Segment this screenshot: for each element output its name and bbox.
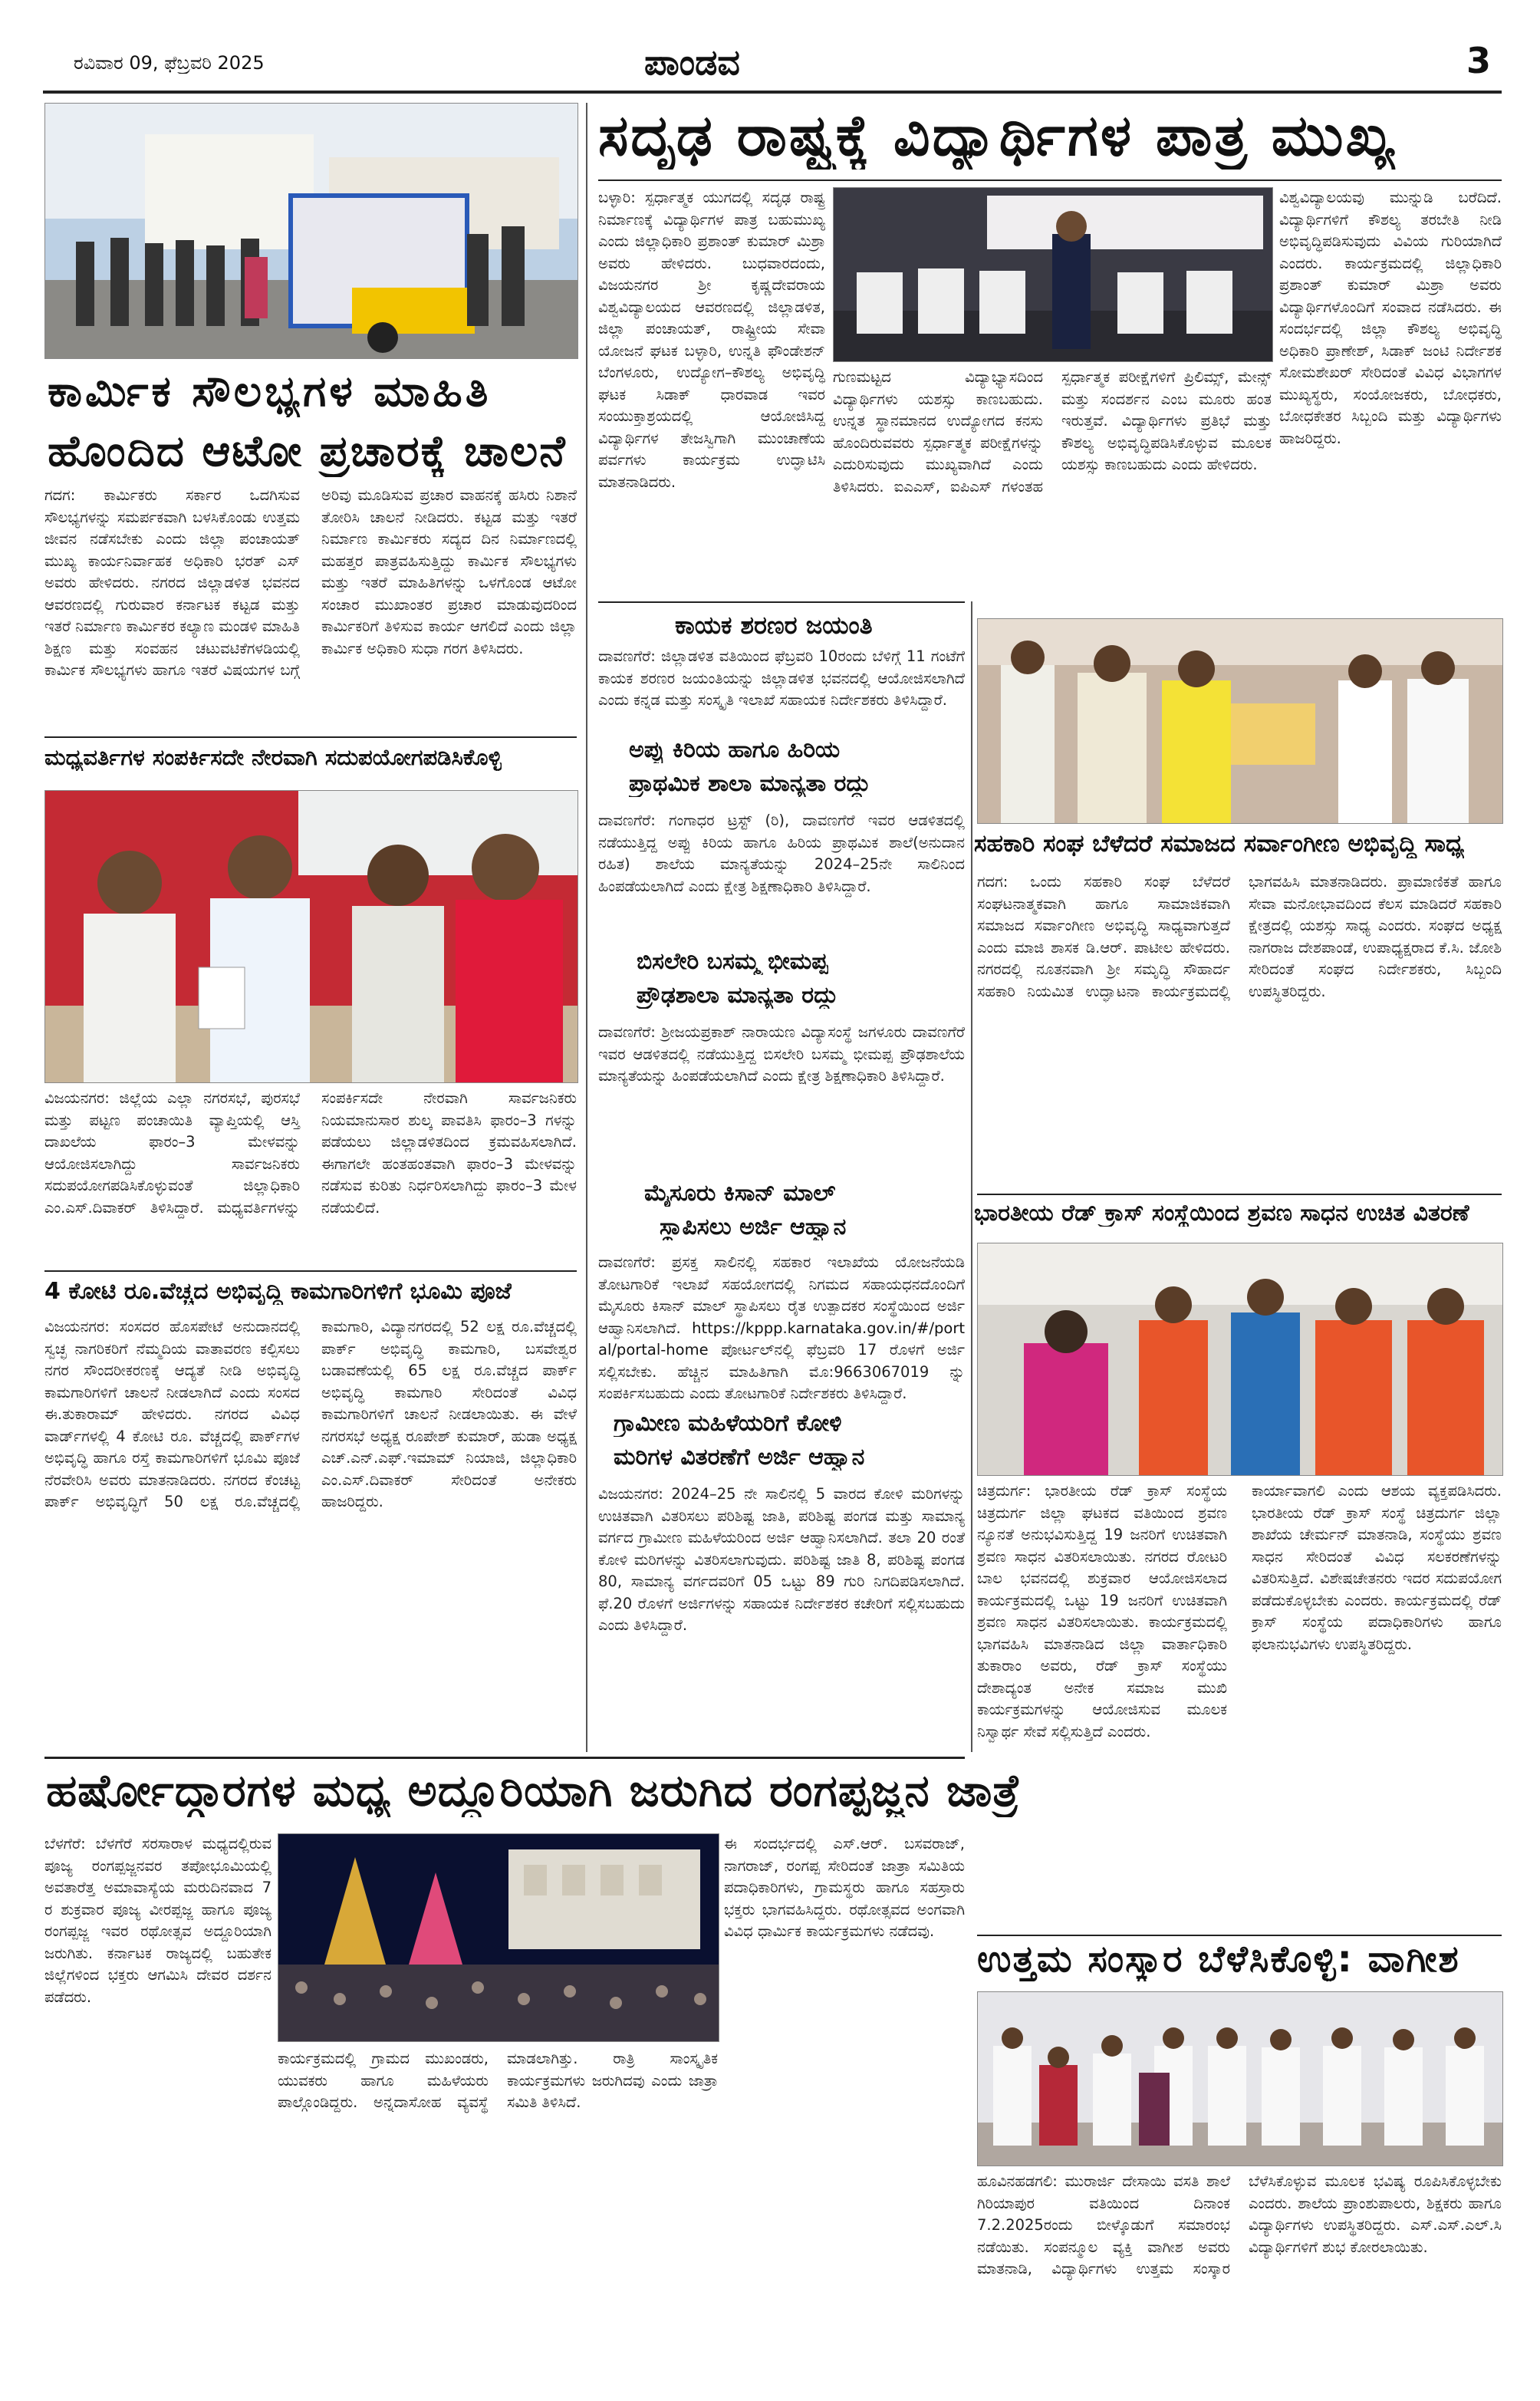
page-number: 3 bbox=[1466, 40, 1492, 81]
photo-jatre-festival bbox=[278, 1833, 719, 2042]
headline-appu-l1: ಅಪ್ಪು ಕಿರಿಯ ಹಾಗೂ ಹಿರಿಯ bbox=[629, 736, 841, 763]
article-kayaka-body: ದಾವಣಗೆರೆ: ಜಿಲ್ಲಾಡಳಿತ ವತಿಯಿಂದ ಫೆಬ್ರವರಿ 10ರಂದು ಬೆಳಿಗ್ಗೆ 11 ಗಂಟೆಗೆ ಕಾಯಕ ಶರಣರ ಜಯಂತಿಯನ್ನು ಜಿಲ್ಲಾಡಳಿತ ಭವನದಲ್ಲಿ ಆಯೋಜಿಸಲಾಗಿದೆ ಎಂದು ಕನ್ನಡ ಮತ್ತು ಸಂಸ್ಕೃತಿ ಇಲಾಖೆ ಸಹಾಯಕ ನಿರ್ದೇಶಕರು ತಿಳಿಸಿದ್ದಾರೆ. bbox=[598, 647, 965, 709]
divider bbox=[44, 736, 577, 738]
kisan-text: ದಾವಣಗೆರೆ: ಪ್ರಸಕ್ತ ಸಾಲಿನಲ್ಲಿ ಸಹಕಾರ ಇಲಾಖೆಯ ಯೋಜನೆಯಡಿ ತೋಟಗಾರಿಕೆ ಇಲಾಖೆ ಸಹಯೋಗದಲ್ಲಿ ನಿಗಮದ ಸಹಾಯಧನದೊಂದಿಗೆ ಮೈಸೂರು ಕಿಸಾನ್ ಮಾಲ್ ಸ್ಥಾಪಿಸಲು ರೈತ ಉತ್ಪಾದಕರ ಸಂಸ್ಥೆಯಿಂದ ಅರ್ಜಿ ಆಹ್ವಾನಿಸಲಾಗಿದೆ. bbox=[598, 1253, 965, 1337]
column-rule bbox=[971, 601, 972, 1752]
kisan-portal-link[interactable]: https://kppp.karnataka.gov.in/#/portal/portal-home bbox=[598, 1319, 965, 1359]
article-jatre-body-b: ಈ ಸಂದರ್ಭದಲ್ಲಿ ಎಸ್.ಆರ್. ಬಸವರಾಜ್, ನಾಗರಾಜ್, ರಂಗಪ್ಪ ಸೇರಿದಂತೆ ಜಾತ್ರಾ ಸಮಿತಿಯ ಪದಾಧಿಕಾರಿಗಳು, ಗ್ರಾಮಸ್ಥರು ಹಾಗೂ ಸಹಸ್ರಾರು ಭಕ್ತರು ಭಾಗವಹಿಸಿದ್ದರು. ರಥೋತ್ಸವದ ಅಂಗವಾಗಿ ವಿವಿಧ ಧಾರ್ಮಿಕ ಕಾರ್ಯಕ್ರಮಗಳು ನಡೆದವು. bbox=[724, 1835, 965, 1940]
divider bbox=[977, 1194, 1502, 1195]
column-rule bbox=[586, 103, 587, 1752]
article-students-body-a: ಬಳ್ಳಾರಿ: ಸ್ಪರ್ಧಾತ್ಮಕ ಯುಗದಲ್ಲಿ ಸದೃಢ ರಾಷ್ಟ್ರ ನಿರ್ಮಾಣಕ್ಕೆ ವಿದ್ಯಾರ್ಥಿಗಳ ಪಾತ್ರ ಬಹುಮುಖ್ಯ ಎಂದು ಜಿಲ್ಲಾಧಿಕಾರಿ ಪ್ರಶಾಂತ್ ಕುಮಾರ್ ಮಿಶ್ರಾ ಅವರು ಹೇಳಿದರು. ಬುಧವಾರದಂದು, ವಿಜಯನಗರ ಶ್ರೀ ಕೃಷ್ಣದೇವರಾಯ ವಿಶ್ವವಿದ್ಯಾಲಯದ ಆವರಣದಲ್ಲಿ ಜಿಲ್ಲಾಡಳಿತ, ಜಿಲ್ಲಾ ಪಂಚಾಯತ್, ರಾಷ್ಟ್ರೀಯ ಸೇವಾ ಯೋಜನೆ ಘಟಕ ಬಳ್ಳಾರಿ, ಉನ್ನತಿ ಫೌಂಡೇಶನ್ ಬೆಂಗಳೂರು, ಉದ್ಯೋಗ–ಕೌಶಲ್ಯ ಅಭಿವೃದ್ಧಿ ಘಟಕ ಸಿಡಾಕ್ ಧಾರವಾಡ ಇವರ ಸಂಯುಕ್ತಾಶ್ರಯದಲ್ಲಿ ಆಯೋಜಿಸಿದ್ದ ವಿದ್ಯಾರ್ಥಿಗಳ ತೇಜಸ್ವಿಗಾಗಿ ಮುಂಚಾಣೆಯ ಪರ್ವಗಳು ಕಾರ್ಯಕ್ರಮ ಉದ್ಘಾಟಿಸಿ ಮಾತನಾಡಿದರು. bbox=[598, 189, 825, 491]
headline-bhoomipooja: 4 ಕೋಟಿ ರೂ.ವೆಚ್ಚದ ಅಭಿವೃದ್ಧಿ ಕಾಮಗಾರಿಗಳಿಗೆ ಭೂಮಿ ಪೂಜೆ bbox=[44, 1278, 512, 1305]
divider bbox=[44, 1757, 965, 1759]
headline-intermediary: ಮಧ್ಯವರ್ತಿಗಳ ಸಂಪರ್ಕಿಸದೇ ನೇರವಾಗಿ ಸದುಪಯೋಗಪಡಿಸಿಕೊಳ್ಳಿ bbox=[44, 744, 502, 770]
headline-vageesh: ಉತ್ತಮ ಸಂಸ್ಕಾರ ಬೆಳೆಸಿಕೊಳ್ಳಿ: ವಾಗೀಶ bbox=[977, 1938, 1460, 1981]
divider bbox=[598, 179, 1502, 181]
photo-redcross bbox=[977, 1243, 1503, 1476]
article-bhoomipooja-body: ವಿಜಯನಗರ: ಸಂಸದರ ಹೊಸಪೇಟೆ ಅನುದಾನದಲ್ಲಿ ಸ್ವಚ್ಛ ನಾಗರಿಕರಿಗೆ ನೆಮ್ಮದಿಯ ವಾತಾವರಣ ಕಲ್ಪಿಸಲು ನಗರ ಸೌಂದರೀಕರಣಕ್ಕೆ ಆದ್ಯತೆ ನೀಡಿ ಅಭಿವೃದ್ಧಿ ಕಾಮಗಾರಿಗಳಿಗೆ ಚಾಲನೆ ನೀಡಲಾಗಿದೆ ಎಂದು ಸಂಸದ ಈ.ತುಕಾರಾಮ್ ಹೇಳಿದರು. ನಗರದ ವಿವಿಧ ವಾರ್ಡ್‌ಗಳಲ್ಲಿ 4 ಕೋಟಿ ರೂ. ವೆಚ್ಚದಲ್ಲಿ ಪಾರ್ಕ್‌ಗಳ ಅಭಿವೃದ್ಧಿ ಹಾಗೂ ರಸ್ತೆ ಕಾಮಗಾರಿಗಳಿಗೆ ಭೂಮಿ ಪೂಜೆ ನೆರವೇರಿಸಿ ಅವರು ಮಾತನಾಡಿದರು. ನಗರದ ಕೆಂಚಟ್ಟ ಪಾರ್ಕ್ ಅಭಿವೃದ್ಧಿಗೆ 50 ಲಕ್ಷ ರೂ.ವೆಚ್ಚದಲ್ಲಿ ಕಾಮಗಾರಿ, ವಿದ್ಯಾನಗರದಲ್ಲಿ 52 ಲಕ್ಷ ರೂ.ವೆಚ್ಚದಲ್ಲಿ ಪಾರ್ಕ್ ಅಭಿವೃದ್ಧಿ ಕಾಮಗಾರಿ, ಬಸವೇಶ್ವರ ಬಡಾವಣೆಯಲ್ಲಿ 65 ಲಕ್ಷ ರೂ.ವೆಚ್ಚದ ಪಾರ್ಕ್ ಅಭಿವೃದ್ಧಿ ಕಾಮಗಾರಿ ಸೇರಿದಂತೆ ವಿವಿಧ ಕಾಮಗಾರಿಗಳಿಗೆ ಚಾಲನೆ ನೀಡಲಾಯಿತು. ಈ ವೇಳೆ ನಗರಸಭೆ ಅಧ್ಯಕ್ಷ ರೂಪೇಶ್ ಕುಮಾರ್, ಹುಡಾ ಅಧ್ಯಕ್ಷ ಎಚ್.ಎನ್.ಎಫ್.ಇಮಾಮ್ ನಿಯಾಜಿ, ಜಿಲ್ಲಾಧಿಕಾರಿ ಎಂ.ಎಸ್.ದಿವಾಕರ್ ಸೇರಿದಂತೆ ಅನೇಕರು ಹಾಜರಿದ್ದರು. bbox=[44, 1318, 577, 1510]
article-redcross-body-2: ಕಾರ್ಯಾವಾಗಲಿ ಎಂದು ಆಶಯ ವ್ಯಕ್ತಪಡಿಸಿದರು. ಭಾರತೀಯ ರೆಡ್ ಕ್ರಾಸ್ ಸಂಸ್ಥೆ ಚಿತ್ರದುರ್ಗ ಜಿಲ್ಲಾ ಶಾಖೆಯ ಚೇರ್ಮನ್ ಮಾತನಾಡಿ, ಸಂಸ್ಥೆಯು ಶ್ರವಣ ಸಾಧನ ಸೇರಿದಂತೆ ವಿವಿಧ ಸಲಕರಣೆಗಳನ್ನು ವಿತರಿಸುತ್ತಿದೆ. ವಿಶೇಷಚೇತನರು ಇದರ ಸದುಪಯೋಗ ಪಡೆದುಕೊಳ್ಳಬೇಕು ಎಂದರು. ಕಾರ್ಯಕ್ರಮದಲ್ಲಿ ರೆಡ್ ಕ್ರಾಸ್ ಸಂಸ್ಥೆಯ ಪದಾಧಿಕಾರಿಗಳು ಹಾಗೂ ಫಲಾನುಭವಿಗಳು ಉಪಸ್ಥಿತರಿದ್ದರು. bbox=[1252, 1482, 1502, 1653]
divider bbox=[977, 1935, 1502, 1936]
photo-vageesh bbox=[977, 1991, 1503, 2166]
photo-form3-mela bbox=[44, 790, 578, 1083]
divider bbox=[598, 601, 965, 603]
headline-kisan-l2: ಸ್ಥಾಪಿಸಲು ಅರ್ಜಿ ಆಹ್ವಾನ bbox=[660, 1214, 847, 1240]
article-jatre-body-c: ಕಾರ್ಯಕ್ರಮದಲ್ಲಿ ಗ್ರಾಮದ ಮುಖಂಡರು, ಯುವಕರು ಹಾಗೂ ಮಹಿಳೆಯರು ಪಾಲ್ಗೊಂಡಿದ್ದರು. ಅನ್ನದಾಸೋಹ ವ್ಯವಸ್ಥೆ ಮಾಡಲಾಗಿತ್ತು. ರಾತ್ರಿ ಸಾಂಸ್ಕೃತಿಕ ಕಾರ್ಯಕ್ರಮಗಳು ಜರುಗಿದವು ಎಂದು ಜಾತ್ರಾ ಸಮಿತಿ ತಿಳಿಸಿದೆ. bbox=[278, 2050, 718, 2111]
headline-jatre: ಹರ್ಷೋದ್ಗಾರಗಳ ಮಧ್ಯ ಅದ್ದೂರಿಯಾಗಿ ಜರುಗಿದ ರಂಗಪ್ಪಜ್ಜನ ಜಾತ್ರೆ bbox=[46, 1764, 1021, 1816]
headline-appu-l2: ಪ್ರಾಥಮಿಕ ಶಾಲಾ ಮಾನ್ಯತಾ ರದ್ದು bbox=[629, 770, 871, 797]
headline-poultry-l1: ಗ್ರಾಮೀಣ ಮಹಿಳೆಯರಿಗೆ ಕೋಳಿ bbox=[614, 1410, 842, 1437]
article-students-body-c: ವಿಶ್ವವಿದ್ಯಾಲಯವು ಮುನ್ನುಡಿ ಬರೆದಿದೆ. ವಿದ್ಯಾರ್ಥಿಗಳಿಗೆ ಕೌಶಲ್ಯ ತರಬೇತಿ ನೀಡಿ ಅಭಿವೃದ್ಧಿಪಡಿಸುವುದು ವಿವಿಯ ಗುರಿಯಾಗಿದೆ ಎಂದರು. ಕಾರ್ಯಕ್ರಮದಲ್ಲಿ ಜಿಲ್ಲಾಧಿಕಾರಿ ಪ್ರಶಾಂತ್ ಕುಮಾರ್ ಮಿಶ್ರಾ ಅವರು ವಿದ್ಯಾರ್ಥಿಗಳೊಂದಿಗೆ ಸಂವಾದ ನಡೆಸಿದರು. ಈ ಸಂದರ್ಭದಲ್ಲಿ ಜಿಲ್ಲಾ ಕೌಶಲ್ಯ ಅಭಿವೃದ್ಧಿ ಅಧಿಕಾರಿ ಪ್ರಾಣೇಶ್, ಸಿಡಾಕ್ ಜಂಟಿ ನಿರ್ದೇಶಕ ಸೋಮಶೇಖರ್ ಸೇರಿದಂತೆ ವಿವಿಧ ವಿಭಾಗಗಳ ಮುಖ್ಯಸ್ಥರು, ಸಂಯೋಜಕರು, ಬೋಧಕರು, ಬೋಧಕೇತರ ಸಿಬ್ಬಂದಿ ಮತ್ತು ವಿದ್ಯಾರ್ಥಿಗಳು ಹಾಜರಿದ್ದರು. bbox=[1279, 189, 1502, 447]
headline-cooperative: ಸಹಕಾರಿ ಸಂಘ ಬೆಳೆದರೆ ಸಮಾಜದ ಸರ್ವಾಂಗೀಣ ಅಭಿವೃದ್ಧಿ ಸಾಧ್ಯ bbox=[974, 830, 1465, 858]
article-students-body-b: ಗುಣಮಟ್ಟದ ವಿದ್ಯಾಭ್ಯಾಸದಿಂದ ವಿದ್ಯಾರ್ಥಿಗಳು ಯಶಸ್ಸು ಕಾಣಬಹುದು. ಉನ್ನತ ಸ್ಥಾನಮಾನದ ಉದ್ಯೋಗದ ಕನಸು ಹೊಂದಿರುವವರು ಸ್ಪರ್ಧಾತ್ಮಕ ಪರೀಕ್ಷೆಗಳನ್ನು ಎದುರಿಸುವುದು ಮುಖ್ಯವಾಗಿದೆ ಎಂದು ತಿಳಿಸಿದರು. ಐಎಎಸ್, ಐಪಿಎಸ್ ಗಳಂತಹ ಸ್ಪರ್ಧಾತ್ಮಕ ಪರೀಕ್ಷೆಗಳಿಗೆ ಪ್ರಿಲಿಮ್ಸ್, ಮೇನ್ಸ್ ಮತ್ತು ಸಂದರ್ಶನ ಎಂಬ ಮೂರು ಹಂತ ಇರುತ್ತವೆ. ವಿದ್ಯಾರ್ಥಿಗಳು ಪ್ರತಿಭೆ ಮತ್ತು ಕೌಶಲ್ಯ ಅಭಿವೃದ್ಧಿಪಡಿಸಿಕೊಳ್ಳುವ ಮೂಲಕ ಯಶಸ್ಸು ಕಾಣಬಹುದು ಎಂದು ಹೇಳಿದರು. bbox=[833, 368, 1272, 496]
article-kisan-body bbox=[598, 1252, 965, 1405]
headline-auto-l2: ಹೊಂದಿದ ಆಟೋ ಪ್ರಚಾರಕ್ಕೆ ಚಾಲನೆ bbox=[48, 427, 567, 476]
headline-kayaka: ಕಾಯಕ ಶರಣರ ಜಯಂತಿ bbox=[675, 611, 873, 640]
photo-auto-campaign bbox=[44, 103, 578, 359]
article-auto-body: ಗದಗ: ಕಾರ್ಮಿಕರು ಸರ್ಕಾರ ಒದಗಿಸುವ ಸೌಲಭ್ಯಗಳನ್ನು ಸಮರ್ಪಕವಾಗಿ ಬಳಸಿಕೊಂಡು ಉತ್ತಮ ಜೀವನ ನಡೆಸಬೇಕು ಎಂದು ಜಿಲ್ಲಾ ಪಂಚಾಯತ್ ಮುಖ್ಯ ಕಾರ್ಯನಿರ್ವಾಹಕ ಅಧಿಕಾರಿ ಭರತ್ ಎಸ್ ಅವರು ಹೇಳಿದರು. ನಗರದ ಜಿಲ್ಲಾಡಳಿತ ಭವನದ ಆವರಣದಲ್ಲಿ ಗುರುವಾರ ಕರ್ನಾಟಕ ಕಟ್ಟಡ ಮತ್ತು ಇತರೆ ನಿರ್ಮಾಣ ಕಾರ್ಮಿಕರ ಕಲ್ಯಾಣ ಮಂಡಳಿ ಮಾಹಿತಿ ಶಿಕ್ಷಣ ಮತ್ತು ಸಂವಹನ ಚಟುವಟಿಕೆಗಳಡಿಯಲ್ಲಿ ಕಾರ್ಮಿಕ ಸೌಲಭ್ಯಗಳು ಹಾಗೂ ಇತರೆ ವಿಷಯಗಳ ಬಗ್ಗೆ ಅರಿವು ಮೂಡಿಸುವ ಪ್ರಚಾರ ವಾಹನಕ್ಕೆ ಹಸಿರು ನಿಶಾನೆ ತೋರಿಸಿ ಚಾಲನೆ ನೀಡಿದರು. ಕಟ್ಟಡ ಮತ್ತು ಇತರೆ ನಿರ್ಮಾಣ ಕಾರ್ಮಿಕರು ಸದ್ಯದ ದಿನ ನಿರ್ಮಾಣದಲ್ಲಿ ಮಹತ್ತರ ಪಾತ್ರವಹಿಸುತ್ತಿದ್ದು ಕಾರ್ಮಿಕ ಸೌಲಭ್ಯಗಳು ಮತ್ತು ಇತರೆ ಮಾಹಿತಿಗಳನ್ನು ಒಳಗೊಂಡ ಆಟೋ ಸಂಚಾರ ಮುಖಾಂತರ ಪ್ರಚಾರ ಮಾಡುವುದರಿಂದ ಕಾರ್ಮಿಕರಿಗೆ ತಿಳಿಸುವ ಕಾರ್ಯ ಆಗಲಿದೆ ಎಂದು ಜಿಲ್ಲಾ ಕಾರ್ಮಿಕ ಅಧಿಕಾರಿ ಸುಧಾ ಗರಗ ತಿಳಿಸಿದರು. bbox=[44, 486, 577, 679]
headline-redcross: ಭಾರತೀಯ ರೆಡ್ ಕ್ರಾಸ್ ಸಂಸ್ಥೆಯಿಂದ ಶ್ರವಣ ಸಾಧನ ಉಚಿತ ವಿತರಣೆ bbox=[974, 1200, 1469, 1227]
photo-cooperative bbox=[977, 618, 1503, 824]
headline-basamma-l1: ಬಿಸಲೇರಿ ಬಸಮ್ಮ ಭೀಮಪ್ಪ bbox=[637, 948, 828, 975]
kisan-text-2: ಪೋರ್ಟಲ್‌ನಲ್ಲಿ ಫೆಬ್ರವರಿ 17 ರೊಳಗೆ ಅರ್ಜಿ ಸಲ್ಲಿಸಬೇಕು. ಹೆಚ್ಚಿನ ಮಾಹಿತಿಗಾಗಿ ಮೊ:9663067019 ನ್ನು ಸಂಪರ್ಕಿಸಬಹುದು ಎಂದು ತೋಟಗಾರಿಕೆ ನಿರ್ದೇಶಕರು ತಿಳಿಸಿದ್ದಾರೆ. bbox=[598, 1341, 965, 1402]
masthead-rule bbox=[43, 91, 1502, 94]
article-basamma-body: ದಾವಣಗೆರೆ: ಶ್ರೀಜಯಪ್ರಕಾಶ್ ನಾರಾಯಣ ವಿದ್ಯಾಸಂಸ್ಥೆ ಜಗಳೂರು ದಾವಣಗೆರೆ ಇವರ ಆಡಳಿತದಲ್ಲಿ ನಡೆಯುತ್ತಿದ್ದ ಬಿಸಲೇರಿ ಬಸಮ್ಮ ಭೀಮಪ್ಪ ಪ್ರೌಢಶಾಲೆಯ ಮಾನ್ಯತೆಯನ್ನು ಹಿಂಪಡೆಯಲಾಗಿದೆ ಎಂದು ಕ್ಷೇತ್ರ ಶಿಕ್ಷಣಾಧಿಕಾರಿ ತಿಳಿಸಿದ್ದಾರೆ. bbox=[598, 1023, 965, 1085]
divider bbox=[44, 1270, 577, 1272]
issue-date: ರವಿವಾರ 09, ಫೆಬ್ರವರಿ 2025 bbox=[74, 52, 265, 74]
article-cooperative-body: ಗದಗ: ಒಂದು ಸಹಕಾರಿ ಸಂಘ ಬೆಳೆದರೆ ಸಂಘಟನಾತ್ಮಕವಾಗಿ ಹಾಗೂ ಸಾಮಾಜಿಕವಾಗಿ ಸಮಾಜದ ಸರ್ವಾಂಗೀಣ ಅಭಿವೃದ್ಧಿ ಸಾಧ್ಯವಾಗುತ್ತದೆ ಎಂದು ಮಾಜಿ ಶಾಸಕ ಡಿ.ಆರ್. ಪಾಟೀಲ ಹೇಳಿದರು. ನಗರದಲ್ಲಿ ನೂತನವಾಗಿ ಶ್ರೀ ಸಮೃದ್ಧಿ ಸೌಹಾರ್ದ ಸಹಕಾರಿ ನಿಯಮಿತ ಉದ್ಘಾಟನಾ ಕಾರ್ಯಕ್ರಮದಲ್ಲಿ ಭಾಗವಹಿಸಿ ಮಾತನಾಡಿದರು. ಪ್ರಾಮಾಣಿಕತೆ ಹಾಗೂ ಸೇವಾ ಮನೋಭಾವದಿಂದ ಕೆಲಸ ಮಾಡಿದರೆ ಸಹಕಾರಿ ಕ್ಷೇತ್ರದಲ್ಲಿ ಯಶಸ್ಸು ಸಾಧ್ಯ ಎಂದರು. ಸಂಘದ ಅಧ್ಯಕ್ಷ ನಾಗರಾಜ ದೇಶಪಾಂಡೆ, ಉಪಾಧ್ಯಕ್ಷರಾದ ಕೆ.ಸಿ. ಜೋಶಿ ಸೇರಿದಂತೆ ಸಂಘದ ನಿರ್ದೇಶಕರು, ಸಿಬ್ಬಂದಿ ಉಪಸ್ಥಿತರಿದ್ದರು. bbox=[977, 873, 1502, 1000]
headline-auto-l1: ಕಾರ್ಮಿಕ ಸೌಲಭ್ಯಗಳ ಮಾಹಿತಿ bbox=[48, 367, 492, 417]
photo-students-event bbox=[833, 187, 1273, 362]
headline-basamma-l2: ಪ್ರೌಢಶಾಲಾ ಮಾನ್ಯತಾ ರದ್ದು bbox=[637, 982, 838, 1009]
article-poultry-body: ವಿಜಯನಗರ: 2024–25 ನೇ ಸಾಲಿನಲ್ಲಿ 5 ವಾರದ ಕೋಳಿ ಮರಿಗಳನ್ನು ಉಚಿತವಾಗಿ ವಿತರಿಸಲು ಪರಿಶಿಷ್ಟ ಜಾತಿ, ಪರಿಶಿಷ್ಟ ಪಂಗಡ ಮತ್ತು ಸಾಮಾನ್ಯ ವರ್ಗದ ಗ್ರಾಮೀಣ ಮಹಿಳೆಯರಿಂದ ಅರ್ಜಿ ಆಹ್ವಾನಿಸಲಾಗಿದೆ. ತಲಾ 20 ರಂತೆ ಕೋಳಿ ಮರಿಗಳನ್ನು ವಿತರಿಸಲಾಗುವುದು. ಪರಿಶಿಷ್ಟ ಜಾತಿ 8, ಪರಿಶಿಷ್ಟ ಪಂಗಡ 80, ಸಾಮಾನ್ಯ ವರ್ಗದವರಿಗೆ 05 ಒಟ್ಟು 89 ಗುರಿ ನಿಗದಿಪಡಿಸಲಾಗಿದೆ. ಫೆ.20 ರೊಳಗೆ ಅರ್ಜಿಗಳನ್ನು ಸಹಾಯಕ ನಿರ್ದೇಶಕರ ಕಚೇರಿಗೆ ಸಲ್ಲಿಸಬಹುದು ಎಂದು ತಿಳಿಸಿದ್ದಾರೆ. bbox=[598, 1485, 965, 1634]
headline-students: ಸದೃಢ ರಾಷ್ಟ್ರಕ್ಕೆ ವಿದ್ಯಾರ್ಥಿಗಳ ಪಾತ್ರ ಮುಖ್ಯ bbox=[598, 103, 1397, 169]
article-vageesh-body: ಹೂವಿನಹಡಗಲಿ: ಮುರಾರ್ಜಿ ದೇಸಾಯಿ ವಸತಿ ಶಾಲೆ ಗಿರಿಯಾಪುರ ವತಿಯಿಂದ ದಿನಾಂಕ 7.2.2025ರಂದು ಬೀಳ್ಕೊಡುಗೆ ಸಮಾರಂಭ ನಡೆಯಿತು. ಸಂಪನ್ಮೂಲ ವ್ಯಕ್ತಿ ವಾಗೀಶ ಅವರು ಮಾತನಾಡಿ, ವಿದ್ಯಾರ್ಥಿಗಳು ಉತ್ತಮ ಸಂಸ್ಕಾರ ಬೆಳೆಸಿಕೊಳ್ಳುವ ಮೂಲಕ ಭವಿಷ್ಯ ರೂಪಿಸಿಕೊಳ್ಳಬೇಕು ಎಂದರು. ಶಾಲೆಯ ಪ್ರಾಂಶುಪಾಲರು, ಶಿಕ್ಷಕರು ಹಾಗೂ ವಿದ್ಯಾರ್ಥಿಗಳು ಉಪಸ್ಥಿತರಿದ್ದರು. ಎಸ್.ಎಸ್.ಎಲ್.ಸಿ ವಿದ್ಯಾರ್ಥಿಗಳಿಗೆ ಶುಭ ಕೋರಲಾಯಿತು. bbox=[977, 2172, 1502, 2277]
headline-poultry-l2: ಮರಿಗಳ ವಿತರಣೆಗೆ ಅರ್ಜಿ ಆಹ್ವಾನ bbox=[614, 1444, 865, 1471]
article-jatre-body-a: ಬೆಳಗೆರೆ: ಬೆಳಗೆರೆ ಸರಸಾರಾಳ ಮಧ್ಯದಲ್ಲಿರುವ ಪೂಜ್ಯ ರಂಗಪ್ಪಜ್ಜನವರ ತಪೋಭೂಮಿಯಲ್ಲಿ ಅವತಾರೆತ್ತ ಅಮಾವಾಸ್ಯೆಯ ಮರುದಿನವಾದ 7 ರ ಶುಕ್ರವಾರ ಪೂಜ್ಯ ವೀರಪ್ಪಜ್ಜ ಹಾಗೂ ಪೂಜ್ಯ ರಂಗಪ್ಪಜ್ಜ ಇವರ ರಥೋತ್ಸವ ಅದ್ದೂರಿಯಾಗಿ ಜರುಗಿತು. ಕರ್ನಾಟಕ ರಾಜ್ಯದಲ್ಲಿ ಬಹುತೇಕ ಜಿಲ್ಲೆಗಳಿಂದ ಭಕ್ತರು ಆಗಮಿಸಿ ದೇವರ ದರ್ಶನ ಪಡೆದರು. bbox=[44, 1835, 271, 2006]
newspaper-name: ಪಾಂಡವ bbox=[644, 41, 740, 83]
article-intermediary-body: ವಿಜಯನಗರ: ಜಿಲ್ಲೆಯ ಎಲ್ಲಾ ನಗರಸಭೆ, ಪುರಸಭೆ ಮತ್ತು ಪಟ್ಟಣ ಪಂಚಾಯಿತಿ ವ್ಯಾಪ್ತಿಯಲ್ಲಿ ಆಸ್ತಿ ದಾಖಲೆಯ ಫಾರಂ–3 ಮೇಳವನ್ನು ಆಯೋಜಿಸಲಾಗಿದ್ದು ಸಾರ್ವಜನಿಕರು ಸದುಪಯೋಗಪಡಿಸಿಕೊಳ್ಳುವಂತೆ ಜಿಲ್ಲಾಧಿಕಾರಿ ಎಂ.ಎಸ್.ದಿವಾಕರ್ ತಿಳಿಸಿದ್ದಾರೆ. ಮಧ್ಯವರ್ತಿಗಳನ್ನು ಸಂಪರ್ಕಿಸದೇ ನೇರವಾಗಿ ಸಾರ್ವಜನಿಕರು ನಿಯಮಾನುಸಾರ ಶುಲ್ಕ ಪಾವತಿಸಿ ಫಾರಂ–3 ಗಳನ್ನು ಪಡೆಯಲು ಜಿಲ್ಲಾಡಳಿತದಿಂದ ಕ್ರಮವಹಿಸಲಾಗಿದೆ. ಈಗಾಗಲೇ ಹಂತಹಂತವಾಗಿ ಫಾರಂ–3 ಮೇಳವನ್ನು ನಡೆಸುವ ಕುರಿತು ನಿರ್ಧರಿಸಲಾಗಿದ್ದು ಫಾರಂ–3 ಮೇಳ ನಡೆಯಲಿದೆ. bbox=[44, 1089, 577, 1217]
article-appu-body: ದಾವಣಗೆರೆ: ಗಂಗಾಧರ ಟ್ರಸ್ಟ್ (ರಿ), ದಾವಣಗೆರೆ ಇವರ ಆಡಳಿತದಲ್ಲಿ ನಡೆಯುತ್ತಿದ್ದ ಅಪ್ಪು ಕಿರಿಯ ಹಾಗೂ ಹಿರಿಯ ಪ್ರಾಥಮಿಕ ಶಾಲೆ(ಅನುದಾನ ರಹಿತ) ಶಾಲೆಯ ಮಾನ್ಯತೆಯನ್ನು 2024–25ನೇ ಸಾಲಿನಿಂದ ಹಿಂಪಡೆಯಲಾಗಿದೆ ಎಂದು ಕ್ಷೇತ್ರ ಶಿಕ್ಷಣಾಧಿಕಾರಿ ತಿಳಿಸಿದ್ದಾರೆ. bbox=[598, 812, 965, 895]
headline-kisan-l1: ಮೈಸೂರು ಕಿಸಾನ್ ಮಾಲ್ bbox=[644, 1180, 836, 1207]
article-redcross-body: ಚಿತ್ರದುರ್ಗ: ಭಾರತೀಯ ರೆಡ್ ಕ್ರಾಸ್ ಸಂಸ್ಥೆಯ ಚಿತ್ರದುರ್ಗ ಜಿಲ್ಲಾ ಘಟಕದ ವತಿಯಿಂದ ಶ್ರವಣ ನ್ಯೂನತೆ ಅನುಭವಿಸುತ್ತಿದ್ದ 19 ಜನರಿಗೆ ಉಚಿತವಾಗಿ ಶ್ರವಣ ಸಾಧನ ವಿತರಿಸಲಾಯಿತು. ನಗರದ ರೋಟರಿ ಬಾಲ ಭವನದಲ್ಲಿ ಶುಕ್ರವಾರ ಆಯೋಜಿಸಲಾದ ಕಾರ್ಯಕ್ರಮದಲ್ಲಿ ಒಟ್ಟು 19 ಜನರಿಗೆ ಉಚಿತವಾಗಿ ಶ್ರವಣ ಸಾಧನ ವಿತರಿಸಲಾಯಿತು. ಕಾರ್ಯಕ್ರಮದಲ್ಲಿ ಭಾಗವಹಿಸಿ ಮಾತನಾಡಿದ ಜಿಲ್ಲಾ ವಾರ್ತಾಧಿಕಾರಿ ತುಕಾರಾಂ ಅವರು, ರೆಡ್ ಕ್ರಾಸ್ ಸಂಸ್ಥೆಯು ದೇಶಾದ್ಯಂತ ಅನೇಕ ಸಮಾಜ ಮುಖಿ ಕಾರ್ಯಕ್ರಮಗಳನ್ನು ಆಯೋಜಿಸುವ ಮೂಲಕ ನಿಸ್ವಾರ್ಥ ಸೇವೆ ಸಲ್ಲಿಸುತ್ತಿದೆ ಎಂದರು. bbox=[977, 1482, 1227, 1741]
